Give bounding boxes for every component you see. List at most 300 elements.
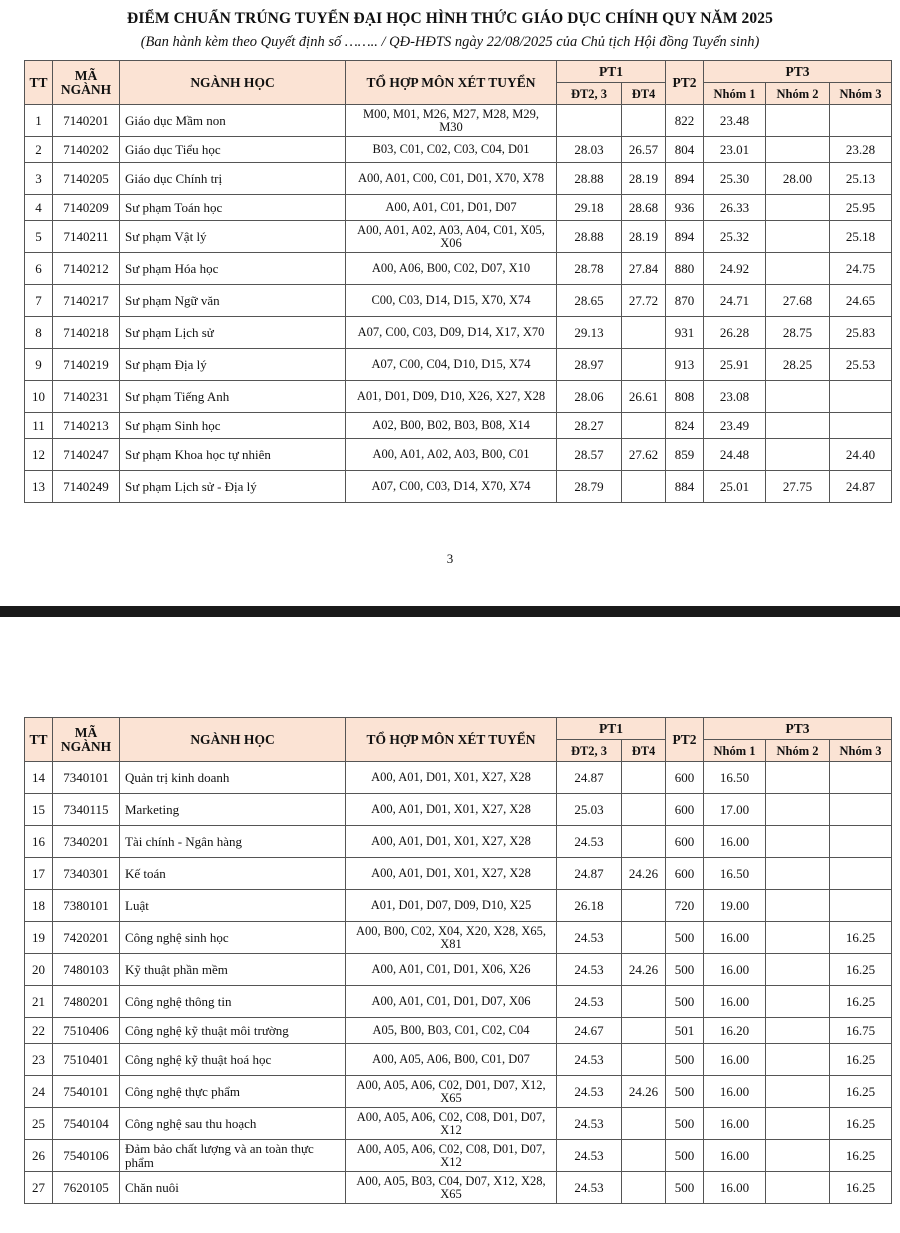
cell-ma-nganh: 7480201 bbox=[53, 986, 120, 1018]
cell-pt2: 720 bbox=[666, 890, 704, 922]
cell-to-hop: A07, C00, C04, D10, D15, X74 bbox=[346, 349, 557, 381]
cell-tt: 20 bbox=[25, 954, 53, 986]
cell-nganh-hoc: Quản trị kinh doanh bbox=[120, 762, 346, 794]
cell-pt3-nhom2 bbox=[766, 1140, 830, 1172]
header-pt2: PT2 bbox=[666, 61, 704, 105]
cell-pt1-dt4 bbox=[622, 317, 666, 349]
cell-pt3-nhom2 bbox=[766, 762, 830, 794]
cell-pt2: 880 bbox=[666, 253, 704, 285]
cell-pt3-nhom3: 16.25 bbox=[830, 1108, 892, 1140]
cell-pt1-dt4: 27.62 bbox=[622, 439, 666, 471]
cell-ma-nganh: 7540104 bbox=[53, 1108, 120, 1140]
cell-pt3-nhom1: 16.00 bbox=[704, 1108, 766, 1140]
cell-nganh-hoc: Kỹ thuật phần mềm bbox=[120, 954, 346, 986]
cell-pt1-dt4: 27.72 bbox=[622, 285, 666, 317]
table-row bbox=[25, 317, 892, 349]
table-row bbox=[25, 1140, 892, 1172]
cell-to-hop: A00, A05, B03, C04, D07, X12, X28, X65 bbox=[346, 1172, 557, 1204]
cell-pt2: 808 bbox=[666, 381, 704, 413]
cell-nganh-hoc: Sư phạm Địa lý bbox=[120, 349, 346, 381]
cell-pt1-dt23: 24.53 bbox=[557, 922, 622, 954]
cell-pt2: 500 bbox=[666, 1076, 704, 1108]
cell-pt3-nhom2: 27.75 bbox=[766, 471, 830, 503]
cell-pt3-nhom3: 16.75 bbox=[830, 1018, 892, 1044]
cell-ma-nganh: 7140217 bbox=[53, 285, 120, 317]
table-row bbox=[25, 471, 892, 503]
cell-tt: 27 bbox=[25, 1172, 53, 1204]
header-to-hop: TỔ HỢP MÔN XÉT TUYỂN bbox=[346, 61, 557, 105]
cell-pt3-nhom3 bbox=[830, 890, 892, 922]
cell-pt1-dt4 bbox=[622, 922, 666, 954]
cell-pt2: 500 bbox=[666, 1172, 704, 1204]
header-nhom2: Nhóm 2 bbox=[766, 83, 830, 105]
cell-tt: 10 bbox=[25, 381, 53, 413]
cell-pt1-dt4 bbox=[622, 890, 666, 922]
cell-pt3-nhom3 bbox=[830, 381, 892, 413]
cell-pt1-dt23: 28.03 bbox=[557, 137, 622, 163]
cell-pt3-nhom1: 16.00 bbox=[704, 1076, 766, 1108]
cell-ma-nganh: 7540101 bbox=[53, 1076, 120, 1108]
cell-pt3-nhom1: 24.48 bbox=[704, 439, 766, 471]
cell-pt3-nhom3: 25.83 bbox=[830, 317, 892, 349]
header-pt1: PT1 bbox=[557, 718, 666, 740]
cell-ma-nganh: 7140202 bbox=[53, 137, 120, 163]
cell-pt3-nhom1: 16.00 bbox=[704, 922, 766, 954]
header-tt: TT bbox=[25, 61, 53, 105]
cell-nganh-hoc: Luật bbox=[120, 890, 346, 922]
cell-pt3-nhom1: 23.49 bbox=[704, 413, 766, 439]
cell-pt3-nhom2 bbox=[766, 221, 830, 253]
cell-nganh-hoc: Giáo dục Tiểu học bbox=[120, 137, 346, 163]
cell-pt1-dt4: 28.68 bbox=[622, 195, 666, 221]
cell-pt3-nhom2 bbox=[766, 1172, 830, 1204]
header-nhom1: Nhóm 1 bbox=[704, 740, 766, 762]
cell-tt: 26 bbox=[25, 1140, 53, 1172]
cell-pt2: 600 bbox=[666, 762, 704, 794]
cell-nganh-hoc: Chăn nuôi bbox=[120, 1172, 346, 1204]
cell-tt: 23 bbox=[25, 1044, 53, 1076]
cell-pt3-nhom2 bbox=[766, 794, 830, 826]
cell-pt3-nhom1: 16.00 bbox=[704, 826, 766, 858]
cell-pt3-nhom3 bbox=[830, 413, 892, 439]
header-ma-label: MÃ bbox=[74, 724, 98, 740]
table-row bbox=[25, 1018, 892, 1044]
cell-pt3-nhom3: 25.53 bbox=[830, 349, 892, 381]
cell-nganh-hoc: Kế toán bbox=[120, 858, 346, 890]
cell-tt: 4 bbox=[25, 195, 53, 221]
cell-tt: 14 bbox=[25, 762, 53, 794]
header-nhom1: Nhóm 1 bbox=[704, 83, 766, 105]
cell-pt2: 600 bbox=[666, 826, 704, 858]
cell-pt2: 884 bbox=[666, 471, 704, 503]
cell-nganh-hoc: Công nghệ thông tin bbox=[120, 986, 346, 1018]
cell-pt3-nhom3: 24.40 bbox=[830, 439, 892, 471]
cell-ma-nganh: 7540106 bbox=[53, 1140, 120, 1172]
cell-pt3-nhom3: 16.25 bbox=[830, 986, 892, 1018]
cell-to-hop: A00, A06, B00, C02, D07, X10 bbox=[346, 253, 557, 285]
cell-ma-nganh: 7140201 bbox=[53, 105, 120, 137]
cell-pt1-dt4 bbox=[622, 1044, 666, 1076]
cell-pt2: 804 bbox=[666, 137, 704, 163]
table-row bbox=[25, 381, 892, 413]
header-dt4: ĐT4 bbox=[622, 740, 666, 762]
cell-pt3-nhom1: 24.71 bbox=[704, 285, 766, 317]
cell-pt1-dt23: 24.53 bbox=[557, 1076, 622, 1108]
cell-pt1-dt23: 28.79 bbox=[557, 471, 622, 503]
cell-pt3-nhom2 bbox=[766, 253, 830, 285]
table-body bbox=[25, 105, 892, 503]
header-to-hop: TỔ HỢP MÔN XÉT TUYỂN bbox=[346, 718, 557, 762]
admission-scores-table-page-3 bbox=[24, 60, 892, 503]
cell-pt1-dt4 bbox=[622, 1140, 666, 1172]
cell-pt1-dt4: 24.26 bbox=[622, 954, 666, 986]
cell-ma-nganh: 7380101 bbox=[53, 890, 120, 922]
cell-ma-nganh: 7140219 bbox=[53, 349, 120, 381]
table-row bbox=[25, 1108, 892, 1140]
cell-pt2: 894 bbox=[666, 221, 704, 253]
cell-pt1-dt23: 28.65 bbox=[557, 285, 622, 317]
cell-pt3-nhom2 bbox=[766, 1076, 830, 1108]
cell-pt3-nhom3 bbox=[830, 858, 892, 890]
cell-pt3-nhom1: 25.91 bbox=[704, 349, 766, 381]
cell-ma-nganh: 7480103 bbox=[53, 954, 120, 986]
cell-nganh-hoc: Giáo dục Mầm non bbox=[120, 105, 346, 137]
cell-pt2: 913 bbox=[666, 349, 704, 381]
header-nganh-hoc: NGÀNH HỌC bbox=[120, 718, 346, 762]
cell-pt3-nhom2 bbox=[766, 826, 830, 858]
header-pt2: PT2 bbox=[666, 718, 704, 762]
cell-pt1-dt4 bbox=[622, 794, 666, 826]
table-row bbox=[25, 858, 892, 890]
cell-pt3-nhom1: 16.20 bbox=[704, 1018, 766, 1044]
cell-pt2: 500 bbox=[666, 954, 704, 986]
cell-pt3-nhom1: 26.33 bbox=[704, 195, 766, 221]
document-title: ĐIỂM CHUẨN TRÚNG TUYỂN ĐẠI HỌC HÌNH THỨC GIÁO DỤC CHÍNH QUY NĂM 2025 bbox=[127, 10, 773, 27]
cell-nganh-hoc: Giáo dục Chính trị bbox=[120, 163, 346, 195]
cell-pt3-nhom2 bbox=[766, 439, 830, 471]
cell-tt: 22 bbox=[25, 1018, 53, 1044]
cell-pt1-dt23: 26.18 bbox=[557, 890, 622, 922]
cell-pt2: 600 bbox=[666, 858, 704, 890]
page-number: 3 bbox=[446, 551, 454, 566]
cell-tt: 18 bbox=[25, 890, 53, 922]
cell-pt1-dt23: 24.87 bbox=[557, 858, 622, 890]
cell-pt3-nhom3: 16.25 bbox=[830, 1140, 892, 1172]
table-row bbox=[25, 1044, 892, 1076]
page-divider bbox=[0, 606, 900, 617]
header-nganh-hoc: NGÀNH HỌC bbox=[120, 61, 346, 105]
cell-nganh-hoc: Sư phạm Lịch sử - Địa lý bbox=[120, 471, 346, 503]
cell-to-hop: A00, A01, D01, X01, X27, X28 bbox=[346, 858, 557, 890]
header-nhom2: Nhóm 2 bbox=[766, 740, 830, 762]
cell-to-hop: A00, A01, C00, C01, D01, X70, X78 bbox=[346, 163, 557, 195]
cell-pt3-nhom2: 28.25 bbox=[766, 349, 830, 381]
cell-ma-nganh: 7140218 bbox=[53, 317, 120, 349]
cell-pt3-nhom3: 16.25 bbox=[830, 954, 892, 986]
cell-pt1-dt4 bbox=[622, 1018, 666, 1044]
cell-pt1-dt4: 26.57 bbox=[622, 137, 666, 163]
table-row bbox=[25, 794, 892, 826]
cell-pt3-nhom2 bbox=[766, 137, 830, 163]
cell-pt3-nhom3: 16.25 bbox=[830, 1044, 892, 1076]
cell-nganh-hoc: Sư phạm Vật lý bbox=[120, 221, 346, 253]
cell-pt3-nhom2 bbox=[766, 954, 830, 986]
cell-to-hop: A05, B00, B03, C01, C02, C04 bbox=[346, 1018, 557, 1044]
cell-to-hop: A00, B00, C02, X04, X20, X28, X65, X81 bbox=[346, 922, 557, 954]
cell-ma-nganh: 7340201 bbox=[53, 826, 120, 858]
cell-pt3-nhom3: 25.13 bbox=[830, 163, 892, 195]
cell-to-hop: A00, A05, A06, B00, C01, D07 bbox=[346, 1044, 557, 1076]
cell-pt3-nhom1: 26.28 bbox=[704, 317, 766, 349]
table-row bbox=[25, 285, 892, 317]
cell-tt: 25 bbox=[25, 1108, 53, 1140]
cell-pt3-nhom2 bbox=[766, 890, 830, 922]
cell-pt3-nhom3 bbox=[830, 826, 892, 858]
cell-nganh-hoc: Sư phạm Ngữ văn bbox=[120, 285, 346, 317]
cell-tt: 9 bbox=[25, 349, 53, 381]
cell-pt2: 501 bbox=[666, 1018, 704, 1044]
cell-nganh-hoc: Công nghệ kỹ thuật hoá học bbox=[120, 1044, 346, 1076]
cell-pt2: 894 bbox=[666, 163, 704, 195]
cell-ma-nganh: 7340115 bbox=[53, 794, 120, 826]
admission-scores-table-page-4 bbox=[24, 717, 892, 1204]
cell-to-hop: A00, A01, D01, X01, X27, X28 bbox=[346, 762, 557, 794]
cell-nganh-hoc: Công nghệ thực phẩm bbox=[120, 1076, 346, 1108]
cell-pt3-nhom2 bbox=[766, 1018, 830, 1044]
cell-pt2: 931 bbox=[666, 317, 704, 349]
cell-to-hop: A00, A05, A06, C02, C08, D01, D07, X12 bbox=[346, 1140, 557, 1172]
cell-pt2: 500 bbox=[666, 1108, 704, 1140]
cell-ma-nganh: 7140231 bbox=[53, 381, 120, 413]
header-dt23: ĐT2, 3 bbox=[557, 740, 622, 762]
cell-pt3-nhom2 bbox=[766, 381, 830, 413]
cell-tt: 13 bbox=[25, 471, 53, 503]
cell-pt1-dt4 bbox=[622, 105, 666, 137]
cell-pt3-nhom3: 23.28 bbox=[830, 137, 892, 163]
cell-pt1-dt23: 28.27 bbox=[557, 413, 622, 439]
cell-pt3-nhom2 bbox=[766, 413, 830, 439]
cell-pt1-dt4: 28.19 bbox=[622, 163, 666, 195]
cell-pt1-dt4: 27.84 bbox=[622, 253, 666, 285]
cell-pt1-dt23 bbox=[557, 105, 622, 137]
cell-pt3-nhom2 bbox=[766, 105, 830, 137]
header-ma-nganh bbox=[53, 61, 120, 105]
cell-pt1-dt23: 28.78 bbox=[557, 253, 622, 285]
header-pt3: PT3 bbox=[704, 61, 892, 83]
cell-pt3-nhom1: 16.50 bbox=[704, 762, 766, 794]
cell-pt3-nhom1: 16.00 bbox=[704, 954, 766, 986]
cell-pt1-dt4 bbox=[622, 826, 666, 858]
cell-tt: 3 bbox=[25, 163, 53, 195]
cell-nganh-hoc: Sư phạm Hóa học bbox=[120, 253, 346, 285]
cell-pt2: 859 bbox=[666, 439, 704, 471]
cell-pt3-nhom2 bbox=[766, 1044, 830, 1076]
cell-pt1-dt23: 28.88 bbox=[557, 163, 622, 195]
cell-pt3-nhom1: 17.00 bbox=[704, 794, 766, 826]
cell-nganh-hoc: Sư phạm Toán học bbox=[120, 195, 346, 221]
cell-ma-nganh: 7340101 bbox=[53, 762, 120, 794]
cell-tt: 7 bbox=[25, 285, 53, 317]
cell-pt3-nhom3: 24.75 bbox=[830, 253, 892, 285]
cell-tt: 1 bbox=[25, 105, 53, 137]
cell-to-hop: A07, C00, C03, D09, D14, X17, X70 bbox=[346, 317, 557, 349]
cell-ma-nganh: 7420201 bbox=[53, 922, 120, 954]
table-row bbox=[25, 922, 892, 954]
cell-pt3-nhom3: 16.25 bbox=[830, 1076, 892, 1108]
table-row bbox=[25, 1076, 892, 1108]
cell-pt1-dt23: 24.53 bbox=[557, 954, 622, 986]
cell-pt3-nhom1: 16.00 bbox=[704, 1140, 766, 1172]
cell-pt3-nhom1: 16.00 bbox=[704, 986, 766, 1018]
cell-pt1-dt4: 26.61 bbox=[622, 381, 666, 413]
cell-pt1-dt4: 28.19 bbox=[622, 221, 666, 253]
table-row bbox=[25, 221, 892, 253]
cell-pt2: 822 bbox=[666, 105, 704, 137]
cell-tt: 21 bbox=[25, 986, 53, 1018]
cell-pt1-dt23: 24.53 bbox=[557, 1140, 622, 1172]
cell-pt3-nhom3 bbox=[830, 105, 892, 137]
cell-pt1-dt23: 24.53 bbox=[557, 986, 622, 1018]
cell-pt1-dt23: 24.67 bbox=[557, 1018, 622, 1044]
cell-pt1-dt4: 24.26 bbox=[622, 1076, 666, 1108]
cell-pt2: 500 bbox=[666, 1140, 704, 1172]
cell-pt1-dt4 bbox=[622, 349, 666, 381]
cell-tt: 15 bbox=[25, 794, 53, 826]
cell-pt1-dt4 bbox=[622, 762, 666, 794]
cell-pt3-nhom3 bbox=[830, 762, 892, 794]
cell-ma-nganh: 7140209 bbox=[53, 195, 120, 221]
table-row bbox=[25, 890, 892, 922]
cell-pt3-nhom2 bbox=[766, 858, 830, 890]
cell-pt3-nhom2: 28.75 bbox=[766, 317, 830, 349]
cell-ma-nganh: 7140213 bbox=[53, 413, 120, 439]
cell-ma-nganh: 7510406 bbox=[53, 1018, 120, 1044]
cell-nganh-hoc: Công nghệ sau thu hoạch bbox=[120, 1108, 346, 1140]
header-ma-nganh bbox=[53, 718, 120, 762]
cell-nganh-hoc: Sư phạm Tiếng Anh bbox=[120, 381, 346, 413]
cell-nganh-hoc: Công nghệ kỹ thuật môi trường bbox=[120, 1018, 346, 1044]
header-nganh-label: NGÀNH bbox=[60, 81, 112, 97]
cell-ma-nganh: 7140211 bbox=[53, 221, 120, 253]
header-dt23: ĐT2, 3 bbox=[557, 83, 622, 105]
header-ma-label: MÃ bbox=[74, 67, 98, 83]
cell-pt3-nhom3: 25.95 bbox=[830, 195, 892, 221]
cell-pt1-dt4 bbox=[622, 413, 666, 439]
cell-pt2: 500 bbox=[666, 986, 704, 1018]
cell-pt1-dt4 bbox=[622, 986, 666, 1018]
cell-to-hop: A00, A01, C01, D01, D07 bbox=[346, 195, 557, 221]
cell-pt1-dt23: 24.53 bbox=[557, 826, 622, 858]
cell-nganh-hoc: Sư phạm Khoa học tự nhiên bbox=[120, 439, 346, 471]
cell-pt3-nhom2 bbox=[766, 1108, 830, 1140]
cell-pt1-dt23: 28.06 bbox=[557, 381, 622, 413]
table-row bbox=[25, 105, 892, 137]
cell-to-hop: A02, B00, B02, B03, B08, X14 bbox=[346, 413, 557, 439]
cell-to-hop: A00, A01, C01, D01, D07, X06 bbox=[346, 986, 557, 1018]
cell-to-hop: B03, C01, C02, C03, C04, D01 bbox=[346, 137, 557, 163]
table-row bbox=[25, 163, 892, 195]
table-row bbox=[25, 986, 892, 1018]
cell-pt1-dt23: 24.53 bbox=[557, 1172, 622, 1204]
cell-pt1-dt23: 29.18 bbox=[557, 195, 622, 221]
cell-pt3-nhom1: 23.08 bbox=[704, 381, 766, 413]
cell-to-hop: A00, A01, D01, X01, X27, X28 bbox=[346, 794, 557, 826]
cell-pt2: 500 bbox=[666, 1044, 704, 1076]
table-row bbox=[25, 349, 892, 381]
header-nhom3: Nhóm 3 bbox=[830, 83, 892, 105]
table-row bbox=[25, 1172, 892, 1204]
header-dt4: ĐT4 bbox=[622, 83, 666, 105]
cell-ma-nganh: 7140249 bbox=[53, 471, 120, 503]
cell-nganh-hoc: Tài chính - Ngân hàng bbox=[120, 826, 346, 858]
cell-ma-nganh: 7140247 bbox=[53, 439, 120, 471]
cell-tt: 19 bbox=[25, 922, 53, 954]
cell-pt1-dt23: 24.87 bbox=[557, 762, 622, 794]
cell-pt3-nhom1: 16.50 bbox=[704, 858, 766, 890]
cell-pt3-nhom2 bbox=[766, 195, 830, 221]
header-pt3: PT3 bbox=[704, 718, 892, 740]
header-tt: TT bbox=[25, 718, 53, 762]
cell-to-hop: M00, M01, M26, M27, M28, M29, M30 bbox=[346, 105, 557, 137]
cell-pt3-nhom1: 23.01 bbox=[704, 137, 766, 163]
cell-pt3-nhom3 bbox=[830, 794, 892, 826]
cell-pt3-nhom3: 25.18 bbox=[830, 221, 892, 253]
table-row bbox=[25, 826, 892, 858]
cell-tt: 11 bbox=[25, 413, 53, 439]
table-row bbox=[25, 413, 892, 439]
cell-ma-nganh: 7620105 bbox=[53, 1172, 120, 1204]
cell-pt3-nhom1: 16.00 bbox=[704, 1172, 766, 1204]
cell-pt1-dt4 bbox=[622, 1172, 666, 1204]
table-body bbox=[25, 762, 892, 1204]
cell-to-hop: A00, A01, C01, D01, X06, X26 bbox=[346, 954, 557, 986]
cell-pt3-nhom1: 16.00 bbox=[704, 1044, 766, 1076]
cell-tt: 2 bbox=[25, 137, 53, 163]
cell-pt3-nhom1: 24.92 bbox=[704, 253, 766, 285]
cell-ma-nganh: 7140212 bbox=[53, 253, 120, 285]
cell-tt: 6 bbox=[25, 253, 53, 285]
cell-tt: 24 bbox=[25, 1076, 53, 1108]
cell-to-hop: A00, A01, A02, A03, B00, C01 bbox=[346, 439, 557, 471]
cell-pt3-nhom2: 27.68 bbox=[766, 285, 830, 317]
cell-pt2: 936 bbox=[666, 195, 704, 221]
header-nganh-label: NGÀNH bbox=[60, 738, 112, 754]
table-row bbox=[25, 195, 892, 221]
cell-nganh-hoc: Sư phạm Sinh học bbox=[120, 413, 346, 439]
cell-pt2: 870 bbox=[666, 285, 704, 317]
cell-to-hop: C00, C03, D14, D15, X70, X74 bbox=[346, 285, 557, 317]
cell-pt1-dt4: 24.26 bbox=[622, 858, 666, 890]
table-row bbox=[25, 762, 892, 794]
cell-to-hop: A00, A05, A06, C02, C08, D01, D07, X12 bbox=[346, 1108, 557, 1140]
cell-pt2: 824 bbox=[666, 413, 704, 439]
header-nhom3: Nhóm 3 bbox=[830, 740, 892, 762]
cell-tt: 12 bbox=[25, 439, 53, 471]
cell-pt1-dt23: 29.13 bbox=[557, 317, 622, 349]
cell-pt3-nhom2 bbox=[766, 922, 830, 954]
cell-to-hop: A00, A05, A06, C02, D01, D07, X12, X65 bbox=[346, 1076, 557, 1108]
cell-pt3-nhom2: 28.00 bbox=[766, 163, 830, 195]
cell-pt3-nhom1: 23.48 bbox=[704, 105, 766, 137]
cell-nganh-hoc: Công nghệ sinh học bbox=[120, 922, 346, 954]
cell-to-hop: A00, A01, A02, A03, A04, C01, X05, X06 bbox=[346, 221, 557, 253]
cell-pt1-dt23: 28.88 bbox=[557, 221, 622, 253]
header-pt1: PT1 bbox=[557, 61, 666, 83]
cell-pt1-dt23: 28.57 bbox=[557, 439, 622, 471]
cell-tt: 17 bbox=[25, 858, 53, 890]
cell-tt: 8 bbox=[25, 317, 53, 349]
cell-pt3-nhom3: 16.25 bbox=[830, 1172, 892, 1204]
